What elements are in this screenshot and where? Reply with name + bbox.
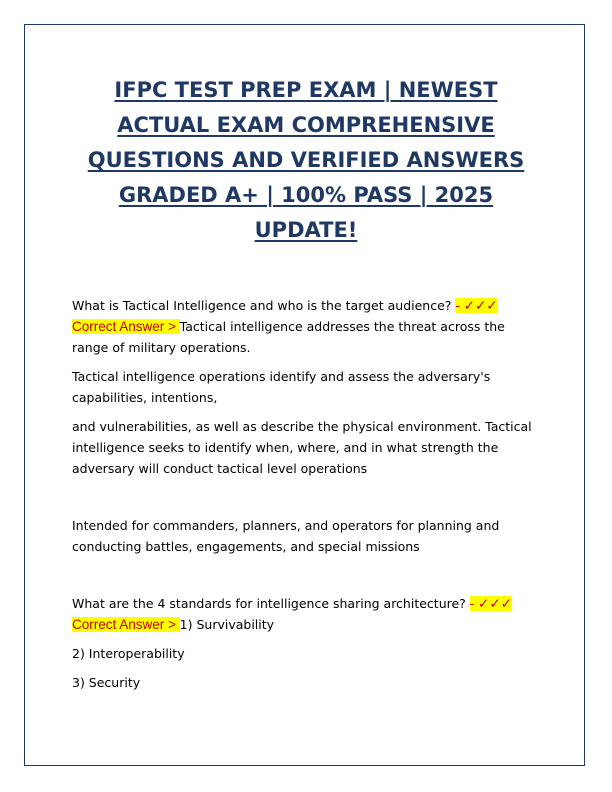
qa1-question-paragraph — [72, 295, 544, 358]
qa1-paragraph-4: Intended for commanders, planners, and operators for planning and conducting battles, engagements, and special missions — [72, 518, 500, 554]
document-body — [72, 295, 544, 693]
qa1-paragraph-2: Tactical intelligence operations identify and assess the adversary's capabilities, intentions, — [72, 369, 491, 405]
title-line-4: GRADED A+ | 100% PASS | 2025 — [118, 183, 494, 207]
qa1-paragraph-3: and vulnerabilities, as well as describe the physical environment. Tactical intelligence seeks to identify when, where, and in what strength the adversary will conduct tactical level operations — [72, 419, 532, 476]
qa2-question: What are the 4 standards for intelligence sharing architecture? — [72, 596, 470, 611]
qa2-check-marks: ✓✓✓ — [478, 596, 512, 611]
qa1-question: What is Tactical Intelligence and who is the target audience? — [72, 298, 456, 313]
qa2-answer: 1) Survivability — [179, 617, 275, 632]
qa1-answer: Tactical intelligence addresses the threat across the range of military operations. — [72, 319, 505, 355]
qa2-marker-dash: - — [469, 596, 479, 611]
title-line-2: ACTUAL EXAM COMPREHENSIVE — [117, 113, 495, 137]
qa1-check-marks: ✓✓✓ — [463, 298, 498, 313]
document-title — [60, 73, 552, 248]
qa2-question-paragraph — [72, 593, 544, 635]
title-line-5: UPDATE! — [254, 218, 358, 242]
qa2-list-item-3: 3) Security — [72, 675, 141, 690]
qa1-marker-label: Correct Answer > — [72, 319, 180, 334]
title-line-3: QUESTIONS AND VERIFIED ANSWERS — [87, 148, 525, 172]
qa1-marker-dash: - — [455, 298, 464, 313]
title-line-1: IFPC TEST PREP EXAM | NEWEST — [114, 78, 498, 102]
qa2-marker-label: Correct Answer > — [72, 617, 180, 632]
qa2-list-item-2: 2) Interoperability — [72, 646, 185, 661]
